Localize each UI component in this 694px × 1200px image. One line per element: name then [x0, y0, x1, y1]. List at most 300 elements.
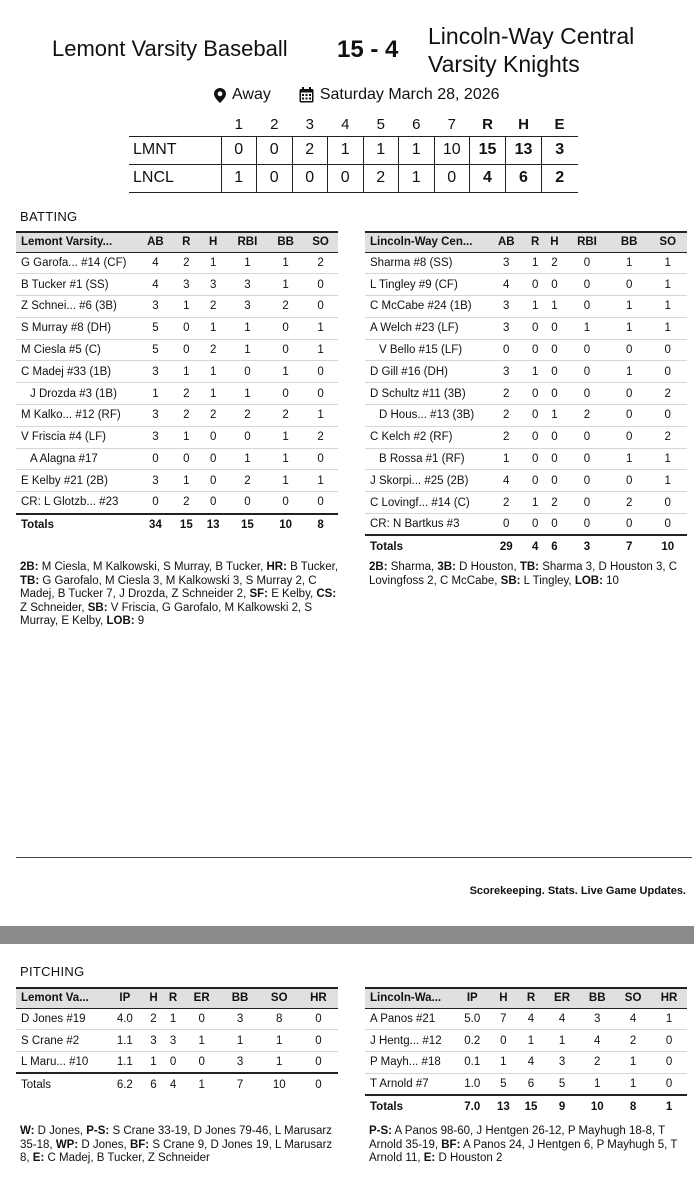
total-cell: 15 [179, 519, 193, 532]
stat-cell: 1 [648, 296, 687, 318]
stat-cell: 4 [579, 1030, 615, 1052]
note-key: SB: [500, 574, 521, 587]
player-row [16, 470, 338, 492]
stat-cell: 1.1 [106, 1030, 144, 1052]
stat-cell: 3 [487, 252, 526, 274]
stat-cell: 1 [303, 470, 338, 492]
stat-cell: 0.2 [455, 1030, 490, 1052]
total-cell: 6 [150, 1078, 157, 1091]
player-row [365, 383, 687, 405]
linescore-row-lemont [129, 136, 578, 164]
stat-cell: 0 [526, 448, 545, 470]
stat-cell: 0 [526, 405, 545, 427]
note-key: LOB: [106, 615, 135, 628]
stat-cell: 0 [651, 1073, 687, 1095]
stat-cell: 0 [610, 383, 649, 405]
player-name: S Murray #8 (DH) [16, 317, 138, 339]
stat-cell: 0 [299, 1008, 338, 1030]
stat-cell: 0 [564, 492, 610, 514]
note-value: M Ciesla, M Kalkowski, S Murray, B Tucker, [38, 561, 267, 573]
errors-header: E [554, 116, 565, 134]
note-key: 2B: [20, 561, 39, 573]
pitching-notes-lincoln [369, 1125, 689, 1166]
stat-cell: 2 [487, 426, 526, 448]
stat-cell: 5 [138, 317, 173, 339]
home-team-name: Lemont Varsity Baseball [52, 36, 288, 61]
player-row [16, 1030, 338, 1052]
stat-cell: 1 [268, 470, 303, 492]
inning-runs: 10 [434, 136, 470, 164]
player-name: Z Schnei... #6 (3B) [16, 296, 138, 318]
stat-column-header: ER [183, 988, 221, 1008]
stat-cell: 3 [545, 1052, 580, 1074]
stat-cell: 0 [303, 296, 338, 318]
stat-cell: 0 [610, 405, 649, 427]
player-name: L Tingley #9 (CF) [365, 274, 487, 296]
total-runs: 15 [470, 136, 506, 164]
totals-row [365, 1095, 687, 1117]
player-row [365, 405, 687, 427]
total-cell: 6 [551, 540, 558, 553]
stat-cell: 3 [579, 1008, 615, 1030]
inning-runs: 2 [292, 136, 328, 164]
stat-column-header: H [490, 988, 518, 1008]
pitching-section-title: PITCHING [20, 964, 85, 979]
player-name: C Kelch #2 (RF) [365, 426, 487, 448]
stat-column-header: SO [303, 232, 338, 252]
stat-cell: 1 [227, 252, 269, 274]
note-key: 3B: [437, 561, 456, 573]
note-value: D Houston 2 [435, 1152, 503, 1165]
stat-cell: 1 [610, 361, 649, 383]
stat-cell: 0 [303, 383, 338, 405]
player-row [365, 1073, 687, 1095]
total-cell: 8 [317, 519, 324, 532]
stat-column-header: R [526, 232, 545, 252]
player-row [365, 317, 687, 339]
gray-band [0, 926, 694, 944]
stat-cell: 0 [526, 274, 545, 296]
note-key: SF: [249, 588, 268, 601]
stat-cell: 0 [651, 1052, 687, 1074]
stat-column-header: SO [260, 988, 299, 1008]
stat-cell: 0 [268, 492, 303, 514]
total-cell: 6.2 [116, 1078, 133, 1091]
total-cell: 4 [169, 1078, 177, 1091]
note-value: L Tingley, [520, 574, 575, 587]
player-row [16, 448, 338, 470]
stat-cell: 5 [490, 1073, 518, 1095]
stat-cell: 1 [610, 252, 649, 274]
stat-cell: 0 [564, 252, 610, 274]
note-value: Z Schneider, [20, 601, 88, 614]
stat-cell: 1 [200, 361, 227, 383]
player-name: S Crane #2 [16, 1030, 106, 1052]
stat-cell: 0 [173, 317, 200, 339]
stat-cell: 3 [487, 317, 526, 339]
stat-cell: 1 [579, 1073, 615, 1095]
note-value: Sharma 3, D Houston 3, C Lovingfoss 2, C McCabe, [369, 561, 678, 587]
stat-cell: 1 [138, 383, 173, 405]
stat-column-header: HR [651, 988, 687, 1008]
stat-cell: 0 [299, 1030, 338, 1052]
stat-cell: 2 [545, 492, 564, 514]
stat-cell: 0 [545, 514, 564, 536]
stat-cell: 2 [487, 383, 526, 405]
player-row [365, 448, 687, 470]
stat-column-header: AB [138, 232, 173, 252]
stat-cell: 1 [526, 252, 545, 274]
note-key: P-S: [369, 1125, 392, 1137]
stat-cell: 3 [487, 361, 526, 383]
stat-cell: 0 [299, 1052, 338, 1074]
player-name: D Schultz #11 (3B) [365, 383, 487, 405]
stat-cell: 0 [303, 361, 338, 383]
location-text: Away [232, 86, 271, 103]
stat-column-header: BB [610, 232, 649, 252]
player-row [365, 339, 687, 361]
note-value: 10 [602, 574, 619, 587]
stat-cell: 5.0 [455, 1008, 490, 1030]
player-name: T Arnold #7 [365, 1073, 455, 1095]
stat-cell: 0 [564, 296, 610, 318]
total-cell: 8 [629, 1100, 637, 1113]
player-name: A Alagna #17 [16, 448, 138, 470]
note-value: D Jones, [78, 1138, 130, 1151]
player-name: D Hous... #13 (3B) [365, 405, 487, 427]
stat-cell: 0 [610, 470, 649, 492]
total-cell: 0 [315, 1078, 322, 1091]
stat-cell: 0 [564, 448, 610, 470]
total-cell: 34 [149, 519, 162, 532]
stat-column-header: H [144, 988, 164, 1008]
player-row [16, 252, 338, 274]
stat-cell: 3 [144, 1030, 164, 1052]
stat-cell: 0 [227, 492, 269, 514]
stat-cell: 0 [648, 514, 687, 536]
note-key: BF: [441, 1138, 461, 1151]
note-key: W: [20, 1125, 35, 1137]
stat-cell: 0 [610, 274, 649, 296]
stat-cell: 3 [163, 1030, 183, 1052]
stat-cell: 2 [579, 1052, 615, 1074]
inning-runs: 1 [399, 136, 435, 164]
stat-cell: 1 [260, 1030, 299, 1052]
note-value: D Jones, [34, 1125, 87, 1137]
player-row [365, 514, 687, 536]
stat-cell: 0 [545, 361, 564, 383]
stat-cell: 1 [268, 361, 303, 383]
stat-cell: 1 [268, 274, 303, 296]
note-key: LOB: [574, 574, 603, 587]
stat-column-header: H [545, 232, 564, 252]
stat-cell: 1 [545, 296, 564, 318]
tagline: Scorekeeping. Stats. Live Game Updates. [469, 885, 686, 897]
stat-cell: 0 [545, 470, 564, 492]
stat-cell: 0 [648, 361, 687, 383]
totals-label: Totals [370, 540, 404, 553]
inning-runs: 0 [292, 164, 328, 192]
stat-cell: 2 [615, 1030, 651, 1052]
total-cell: 10 [279, 519, 293, 532]
batting-notes-lemont [20, 561, 340, 629]
stat-cell: 2 [268, 296, 303, 318]
player-row [365, 1030, 687, 1052]
player-name: J Hentg... #12 [365, 1030, 455, 1052]
stat-cell: 8 [260, 1008, 299, 1030]
player-row [365, 1008, 687, 1030]
stat-cell: 0 [487, 514, 526, 536]
player-name: CR: N Bartkus #3 [365, 514, 487, 536]
stat-cell: 0 [545, 448, 564, 470]
stat-cell: 1 [610, 296, 649, 318]
total-cell: 13 [206, 519, 220, 532]
stat-cell: 0 [610, 426, 649, 448]
player-name: M Ciesla #5 (C) [16, 339, 138, 361]
stat-cell: 0 [487, 339, 526, 361]
inning-header: 2 [270, 116, 279, 134]
player-name: D Gill #16 (DH) [365, 361, 487, 383]
stat-cell: 1 [227, 383, 269, 405]
stat-cell: 0 [526, 339, 545, 361]
note-key: 2B: [369, 561, 388, 573]
stat-cell: 3 [200, 274, 227, 296]
note-key: P-S: [86, 1125, 110, 1137]
inning-runs: 1 [221, 164, 257, 192]
player-name: C Lovingf... #14 (C) [365, 492, 487, 514]
stat-cell: 0 [138, 448, 173, 470]
stat-cell: 0 [173, 339, 200, 361]
total-cell: 10 [661, 540, 675, 553]
stat-cell: 0 [648, 405, 687, 427]
stat-column-header: RBI [564, 232, 610, 252]
player-name: A Panos #21 [365, 1008, 455, 1030]
total-cell: 13 [496, 1100, 510, 1113]
player-name: V Bello #15 (LF) [365, 339, 487, 361]
stat-cell: 2 [564, 405, 610, 427]
player-row [16, 1008, 338, 1030]
stat-cell: 1 [545, 405, 564, 427]
stat-cell: 2 [200, 339, 227, 361]
note-key: TB: [519, 561, 540, 573]
total-cell: 29 [499, 540, 513, 553]
stat-cell: 0 [564, 514, 610, 536]
stat-cell: 1 [648, 470, 687, 492]
stat-cell: 1 [227, 448, 269, 470]
stat-cell: 2 [303, 252, 338, 274]
linescore-table [129, 114, 578, 193]
inning-runs: 0 [221, 136, 257, 164]
note-value: Sharma, [387, 561, 438, 573]
stat-cell: 4 [517, 1052, 545, 1074]
stat-cell: 0 [564, 361, 610, 383]
stat-cell: 1 [610, 317, 649, 339]
stat-cell: 0 [200, 426, 227, 448]
location-pin-icon [214, 88, 226, 103]
stat-cell: 0 [545, 383, 564, 405]
stat-cell: 1 [200, 317, 227, 339]
player-row [365, 361, 687, 383]
stat-cell: 3 [220, 1052, 259, 1074]
stat-cell: 0 [610, 514, 649, 536]
stat-cell: 2 [173, 492, 200, 514]
note-value: S Crane 33-19, D Jones 79-46, L Marusarz 35-18, [20, 1125, 332, 1151]
stat-cell: 3 [220, 1008, 259, 1030]
stat-column-header: HR [299, 988, 338, 1008]
inning-header: 1 [234, 116, 243, 134]
stat-cell: 0 [545, 426, 564, 448]
total-cell: 3 [583, 540, 591, 553]
player-name: Sharma #8 (SS) [365, 252, 487, 274]
stat-cell: 2 [200, 405, 227, 427]
stat-cell: 0 [490, 1030, 518, 1052]
linescore-row-lincoln [129, 164, 578, 192]
note-value: E Kelby, [268, 588, 317, 601]
total-errors: 2 [542, 164, 578, 192]
player-name: C McCabe #24 (1B) [365, 296, 487, 318]
team-column-header: Lemont Varsity... [16, 232, 138, 252]
totals-label: Totals [370, 1100, 404, 1113]
stat-cell: 1 [260, 1052, 299, 1074]
total-cell: 15 [524, 1100, 538, 1113]
stat-cell: 0 [200, 470, 227, 492]
team-abbr: LMNT [133, 141, 177, 158]
player-row [16, 426, 338, 448]
stat-cell: 2 [303, 426, 338, 448]
note-value: 9 [134, 615, 145, 628]
note-key: TB: [20, 574, 40, 587]
stat-cell: 0 [545, 339, 564, 361]
stat-cell: 2 [648, 383, 687, 405]
stat-cell: 2 [268, 405, 303, 427]
note-key: HR: [266, 561, 287, 573]
stat-cell: 1 [526, 492, 545, 514]
player-name: D Jones #19 [16, 1008, 106, 1030]
player-name: G Garofa... #14 (CF) [16, 252, 138, 274]
stat-cell: 1 [200, 383, 227, 405]
player-row [365, 274, 687, 296]
player-row [16, 492, 338, 514]
stat-cell: 0 [303, 448, 338, 470]
total-hits: 13 [506, 136, 542, 164]
stat-cell: 1 [227, 317, 269, 339]
player-row [365, 1052, 687, 1074]
player-row [16, 383, 338, 405]
calendar-icon [299, 87, 314, 103]
player-row [16, 339, 338, 361]
stat-cell: 1 [163, 1008, 183, 1030]
stat-cell: 5 [545, 1073, 580, 1095]
stat-column-header: IP [455, 988, 490, 1008]
stat-cell: 0 [526, 317, 545, 339]
stat-cell: 1 [526, 296, 545, 318]
total-cell: 10 [272, 1078, 286, 1091]
player-name: M Kalko... #12 (RF) [16, 405, 138, 427]
linescore-header [129, 114, 578, 136]
stat-cell: 3 [138, 361, 173, 383]
pitching-table-lemont [16, 987, 338, 1095]
stat-cell: 0 [183, 1008, 221, 1030]
stat-cell: 1 [144, 1052, 164, 1074]
stat-cell: 3 [173, 274, 200, 296]
player-row [16, 296, 338, 318]
inning-runs: 1 [363, 136, 399, 164]
note-value: S Crane 9, D Jones 19, L Marusarz 8, [20, 1138, 333, 1165]
player-name: J Drozda #3 (1B) [16, 383, 138, 405]
stat-cell: 1 [648, 317, 687, 339]
stat-column-header: AB [487, 232, 526, 252]
note-key: E: [32, 1152, 45, 1165]
stat-cell: 5 [138, 339, 173, 361]
stat-cell: 1 [487, 448, 526, 470]
stat-cell: 0 [268, 383, 303, 405]
totals-row [365, 535, 687, 557]
team-column-header: Lemont Va... [16, 988, 106, 1008]
stat-column-header: H [200, 232, 227, 252]
table-header-row [16, 232, 338, 252]
stat-cell: 0 [610, 339, 649, 361]
stat-cell: 1 [615, 1073, 651, 1095]
stat-cell: 1 [648, 448, 687, 470]
player-name: B Rossa #1 (RF) [365, 448, 487, 470]
stat-cell: 1 [545, 1030, 580, 1052]
final-score: 15 - 4 [337, 36, 399, 63]
stat-cell: 1 [303, 339, 338, 361]
stat-cell: 1 [303, 405, 338, 427]
totals-label: Totals [21, 519, 55, 532]
stat-column-header: BB [579, 988, 615, 1008]
player-row [16, 317, 338, 339]
stat-cell: 4 [138, 274, 173, 296]
stat-cell: 0 [268, 317, 303, 339]
player-name: B Tucker #1 (SS) [16, 274, 138, 296]
inning-runs: 1 [328, 136, 364, 164]
player-row [365, 426, 687, 448]
totals-label: Totals [21, 1078, 52, 1091]
stat-cell: 0 [183, 1052, 221, 1074]
inning-header: 5 [376, 116, 385, 134]
note-value: V Friscia, G Garofalo, M Kalkowski 2, S Murray, E Kelby, [20, 601, 313, 628]
stat-cell: 2 [173, 383, 200, 405]
stat-cell: 2 [227, 470, 269, 492]
stat-cell: 0 [564, 383, 610, 405]
runs-header: R [482, 116, 493, 134]
stat-cell: 1 [200, 252, 227, 274]
stat-cell: 2 [173, 252, 200, 274]
stat-column-header: SO [648, 232, 687, 252]
team-abbr: LNCL [133, 169, 174, 186]
stat-cell: 3 [138, 426, 173, 448]
table-header-row [16, 988, 338, 1008]
stat-cell: 1 [220, 1030, 259, 1052]
hits-header: H [518, 116, 529, 134]
stat-cell: 1 [173, 426, 200, 448]
stat-column-header: BB [268, 232, 303, 252]
total-cell: 15 [241, 519, 254, 532]
stat-cell: 0 [648, 339, 687, 361]
player-row [365, 296, 687, 318]
note-key: CS: [316, 588, 337, 601]
stat-cell: 6 [517, 1073, 545, 1095]
stat-cell: 0 [526, 426, 545, 448]
stat-cell: 3 [138, 405, 173, 427]
section-divider [16, 857, 692, 858]
player-row [365, 470, 687, 492]
stat-cell: 0 [526, 383, 545, 405]
stat-cell: 4 [487, 274, 526, 296]
inning-header: 4 [341, 116, 350, 134]
stat-cell: 0 [526, 470, 545, 492]
